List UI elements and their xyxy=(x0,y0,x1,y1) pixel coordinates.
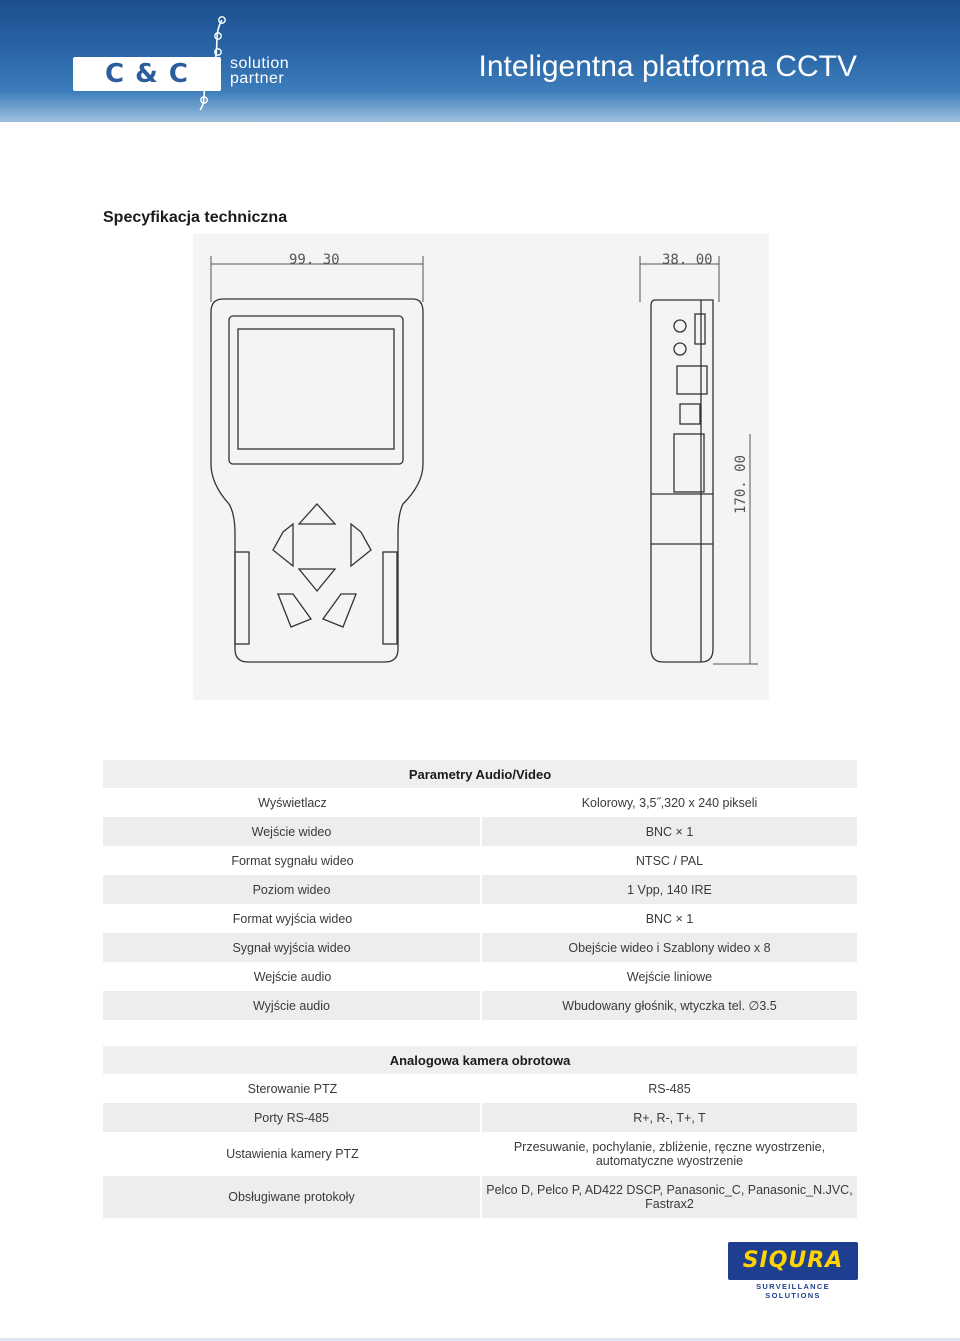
table-row xyxy=(103,817,857,846)
table-row xyxy=(103,1103,857,1132)
spec-value: BNC × 1 xyxy=(482,817,857,846)
spec-value: Pelco D, Pelco P, AD422 DSCP, Panasonic_C, Panasonic_N.JVC, Fastrax2 xyxy=(482,1176,857,1218)
spec-label: Obsługiwane protokoły xyxy=(103,1176,482,1218)
spec-value: Wejście liniowe xyxy=(482,962,857,991)
spec-label: Wyjście audio xyxy=(103,991,482,1020)
spec-label: Format wyjścia wideo xyxy=(103,904,482,933)
spec-value: Przesuwanie, pochylanie, zbliżenie, ręczne wyostrzenie, automatyczne wyostrzenie xyxy=(482,1132,857,1176)
audio-video-table-title: Parametry Audio/Video xyxy=(103,760,857,788)
spec-value: Kolorowy, 3,5˝,320 x 240 pikseli xyxy=(482,788,857,817)
spec-value: NTSC / PAL xyxy=(482,846,857,875)
spec-value: Wbudowany głośnik, wtyczka tel. ∅3.5 xyxy=(482,991,857,1020)
table-row xyxy=(103,1132,857,1176)
table-row xyxy=(103,1074,857,1103)
ptz-camera-spec-table xyxy=(103,1046,857,1218)
spec-label: Sygnał wyjścia wideo xyxy=(103,933,482,962)
siqura-logo-box xyxy=(728,1242,858,1280)
device-outline-drawing xyxy=(193,234,769,700)
audio-video-spec-table xyxy=(103,760,857,1020)
spec-value: BNC × 1 xyxy=(482,904,857,933)
spec-value: RS-485 xyxy=(482,1074,857,1103)
table-row xyxy=(103,991,857,1020)
spec-label: Ustawienia kamery PTZ xyxy=(103,1132,482,1176)
company-logo-subtitle xyxy=(230,56,289,86)
table-row xyxy=(103,1176,857,1218)
table-row xyxy=(103,904,857,933)
siqura-logo-tagline: SURVEILLANCE SOLUTIONS xyxy=(756,1282,830,1300)
table-row xyxy=(103,933,857,962)
spec-label: Porty RS-485 xyxy=(103,1103,482,1132)
company-logo-text: C & C xyxy=(105,59,189,89)
dimension-depth-label: 38. 00 xyxy=(662,252,713,268)
table-row xyxy=(103,962,857,991)
dimension-height-label: 170. 00 xyxy=(733,454,749,514)
spec-label: Wyświetlacz xyxy=(103,788,482,817)
siqura-logo xyxy=(728,1242,858,1300)
ptz-table-title: Analogowa kamera obrotowa xyxy=(103,1046,857,1074)
table-row xyxy=(103,788,857,817)
spec-value: 1 Vpp, 140 IRE xyxy=(482,875,857,904)
siqura-logo-name: SIQURA xyxy=(742,1248,844,1273)
table-row xyxy=(103,846,857,875)
spec-label: Poziom wideo xyxy=(103,875,482,904)
spec-label: Format sygnału wideo xyxy=(103,846,482,875)
table-row xyxy=(103,875,857,904)
spec-label: Wejście audio xyxy=(103,962,482,991)
spec-value: Obejście wideo i Szablony wideo x 8 xyxy=(482,933,857,962)
page-title: Inteligentna platforma CCTV xyxy=(478,50,857,83)
dimension-width-label: 99. 30 xyxy=(289,252,340,268)
spec-value: R+, R-, T+, T xyxy=(482,1103,857,1132)
technical-drawing xyxy=(193,234,769,700)
section-heading: Specyfikacja techniczna xyxy=(103,209,288,226)
logo-sub-line1: solution xyxy=(230,55,290,72)
spec-label: Wejście wideo xyxy=(103,817,482,846)
spec-label: Sterowanie PTZ xyxy=(103,1074,482,1103)
page-header xyxy=(0,0,960,122)
logo-sub-line2: partner xyxy=(230,70,285,87)
